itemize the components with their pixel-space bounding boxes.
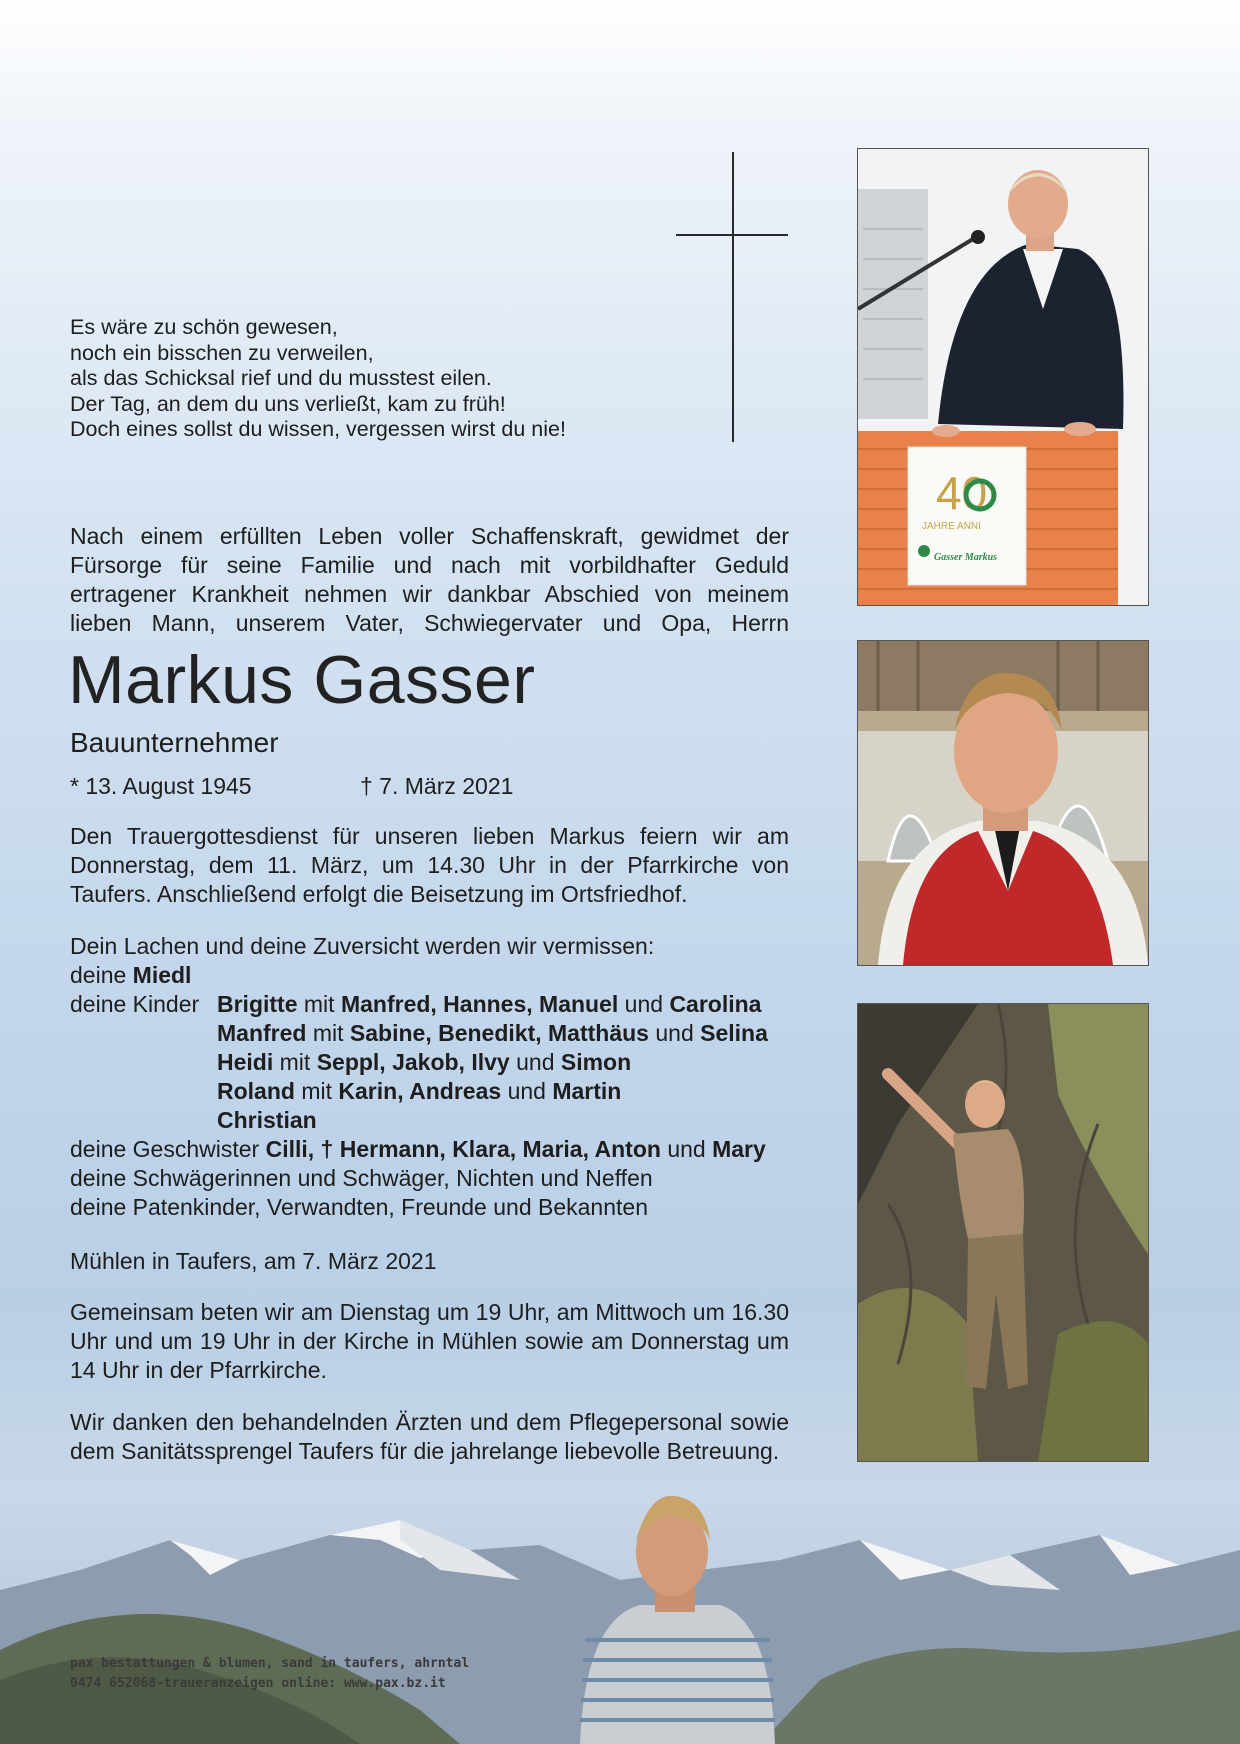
- child-row: [217, 1106, 789, 1135]
- child-family: Seppl, Jakob, Ilvy: [316, 1049, 510, 1075]
- child-family-last: Martin: [552, 1078, 622, 1104]
- survivors-list: [70, 932, 789, 1222]
- child-row: [217, 1077, 789, 1106]
- child-name: Christian: [217, 1107, 317, 1133]
- child-row: [217, 990, 789, 1019]
- connector-word: und: [667, 1136, 706, 1162]
- intro-paragraph: [70, 522, 789, 638]
- child-family: Karin, Andreas: [338, 1078, 502, 1104]
- siblings-names: Cilli, † Hermann, Klara, Maria, Anton: [265, 1136, 661, 1162]
- podium-sign-company: Gasser Markus: [934, 552, 998, 563]
- photo-portrait-red-vest: [857, 640, 1149, 966]
- connector-word: und: [624, 991, 664, 1017]
- connector-word: mit: [279, 1049, 311, 1075]
- child-name: Manfred: [217, 1020, 307, 1046]
- child-family: Manfred, Hannes, Manuel: [340, 991, 619, 1017]
- others-row: deine Patenkinder, Verwandten, Freunde und Bekannten: [70, 1194, 648, 1220]
- mountain-panorama: [0, 1480, 1240, 1744]
- funeral-home-footer: [70, 1654, 469, 1694]
- connector-word: mit: [312, 1020, 344, 1046]
- siblings-last: Mary: [712, 1136, 766, 1162]
- deceased-name: Markus Gasser: [68, 642, 536, 718]
- cross-vertical: [732, 152, 734, 442]
- connector-word: und: [516, 1049, 555, 1075]
- funeral-service-text: Den Trauergottesdienst für unseren lieben Markus feiern wir am Donnerstag, dem 11. März, um 14.30 Uhr in der Pfarrkirche von Taufers. Anschließend erfolgt die Beisetzung im Ortsfriedhof.: [70, 823, 789, 907]
- thanks-text: Wir danken den behandelnden Ärzten und dem Pflegepersonal sowie dem Sanitätssprengel Taufers für die jahrelange liebevolle Betreuung.: [70, 1409, 789, 1464]
- inlaws-row: deine Schwägerinnen und Schwäger, Nichten und Neffen: [70, 1165, 653, 1191]
- intro-line: lieben Mann, unserem Vater, Schwiegervater und Opa, Herrn: [70, 610, 789, 636]
- connector-word: mit: [301, 1078, 333, 1104]
- child-name: Brigitte: [217, 991, 298, 1017]
- intro-line: Fürsorge für seine Familie und nach mit vorbildhafter Geduld: [70, 552, 789, 578]
- siblings-row: [70, 1135, 789, 1164]
- photo-mountain-rock: [857, 1003, 1149, 1462]
- footer-line: pax bestattungen & blumen, sand in taufers, ahrntal: [70, 1656, 470, 1671]
- deceased-profession: Bauunternehmer: [70, 727, 279, 758]
- verse-line: als das Schicksal rief und du musstest eilen.: [70, 366, 492, 390]
- siblings-prefix: deine Geschwister: [70, 1136, 260, 1162]
- podium-sign-number: 40: [936, 467, 988, 519]
- connector-word: und: [507, 1078, 546, 1104]
- child-family-last: Selina: [700, 1020, 768, 1046]
- child-name: Roland: [217, 1078, 295, 1104]
- cross-horizontal: [676, 234, 788, 236]
- wife-row: [70, 961, 789, 990]
- connector-word: und: [655, 1020, 694, 1046]
- verse-line: Der Tag, an dem du uns verließt, kam zu früh!: [70, 391, 506, 416]
- intro-line: Nach einem erfüllten Leben voller Schaffenskraft, gewidmet der: [70, 523, 789, 549]
- place-date: Mühlen in Taufers, am 7. März 2021: [70, 1248, 437, 1274]
- verse-line: noch ein bisschen zu verweilen,: [70, 340, 374, 365]
- child-family-last: Simon: [560, 1049, 632, 1075]
- verse-line: Doch eines sollst du wissen, vergessen wirst du nie!: [70, 417, 566, 441]
- death-date: † 7. März 2021: [360, 773, 514, 799]
- connector-word: mit: [303, 991, 335, 1017]
- prayer-text: Gemeinsam beten wir am Dienstag um 19 Uhr, am Mittwoch um 16.30 Uhr und um 19 Uhr in der Kirche in Mühlen sowie am Donnerstag um 14 Uhr in der Pfarrkirche.: [70, 1299, 789, 1383]
- footer-line: 0474 652068-traueranzeigen online: www.pax.bz.it: [70, 1676, 446, 1691]
- child-name: Heidi: [217, 1049, 274, 1075]
- child-row: [217, 1048, 789, 1077]
- memorial-verse: [70, 315, 670, 443]
- verse-line: Es wäre zu schön gewesen,: [70, 315, 338, 339]
- birth-date: * 13. August 1945: [70, 773, 252, 799]
- photo-podium-speech: [857, 148, 1149, 606]
- intro-line: ertragener Krankheit nehmen wir dankbar Abschied von meinem: [70, 581, 789, 607]
- wife-prefix: deine: [70, 962, 127, 988]
- wife-name: Miedl: [132, 962, 192, 988]
- podium-sign-subtitle: JAHRE ANNI: [922, 521, 981, 532]
- children-label: deine Kinder: [70, 991, 200, 1017]
- survivors-heading: Dein Lachen und deine Zuversicht werden wir vermissen:: [70, 933, 655, 959]
- child-family-last: Carolina: [669, 991, 762, 1017]
- child-row: [217, 1019, 789, 1048]
- child-family: Sabine, Benedikt, Matthäus: [349, 1020, 649, 1046]
- children-block: [70, 990, 789, 1135]
